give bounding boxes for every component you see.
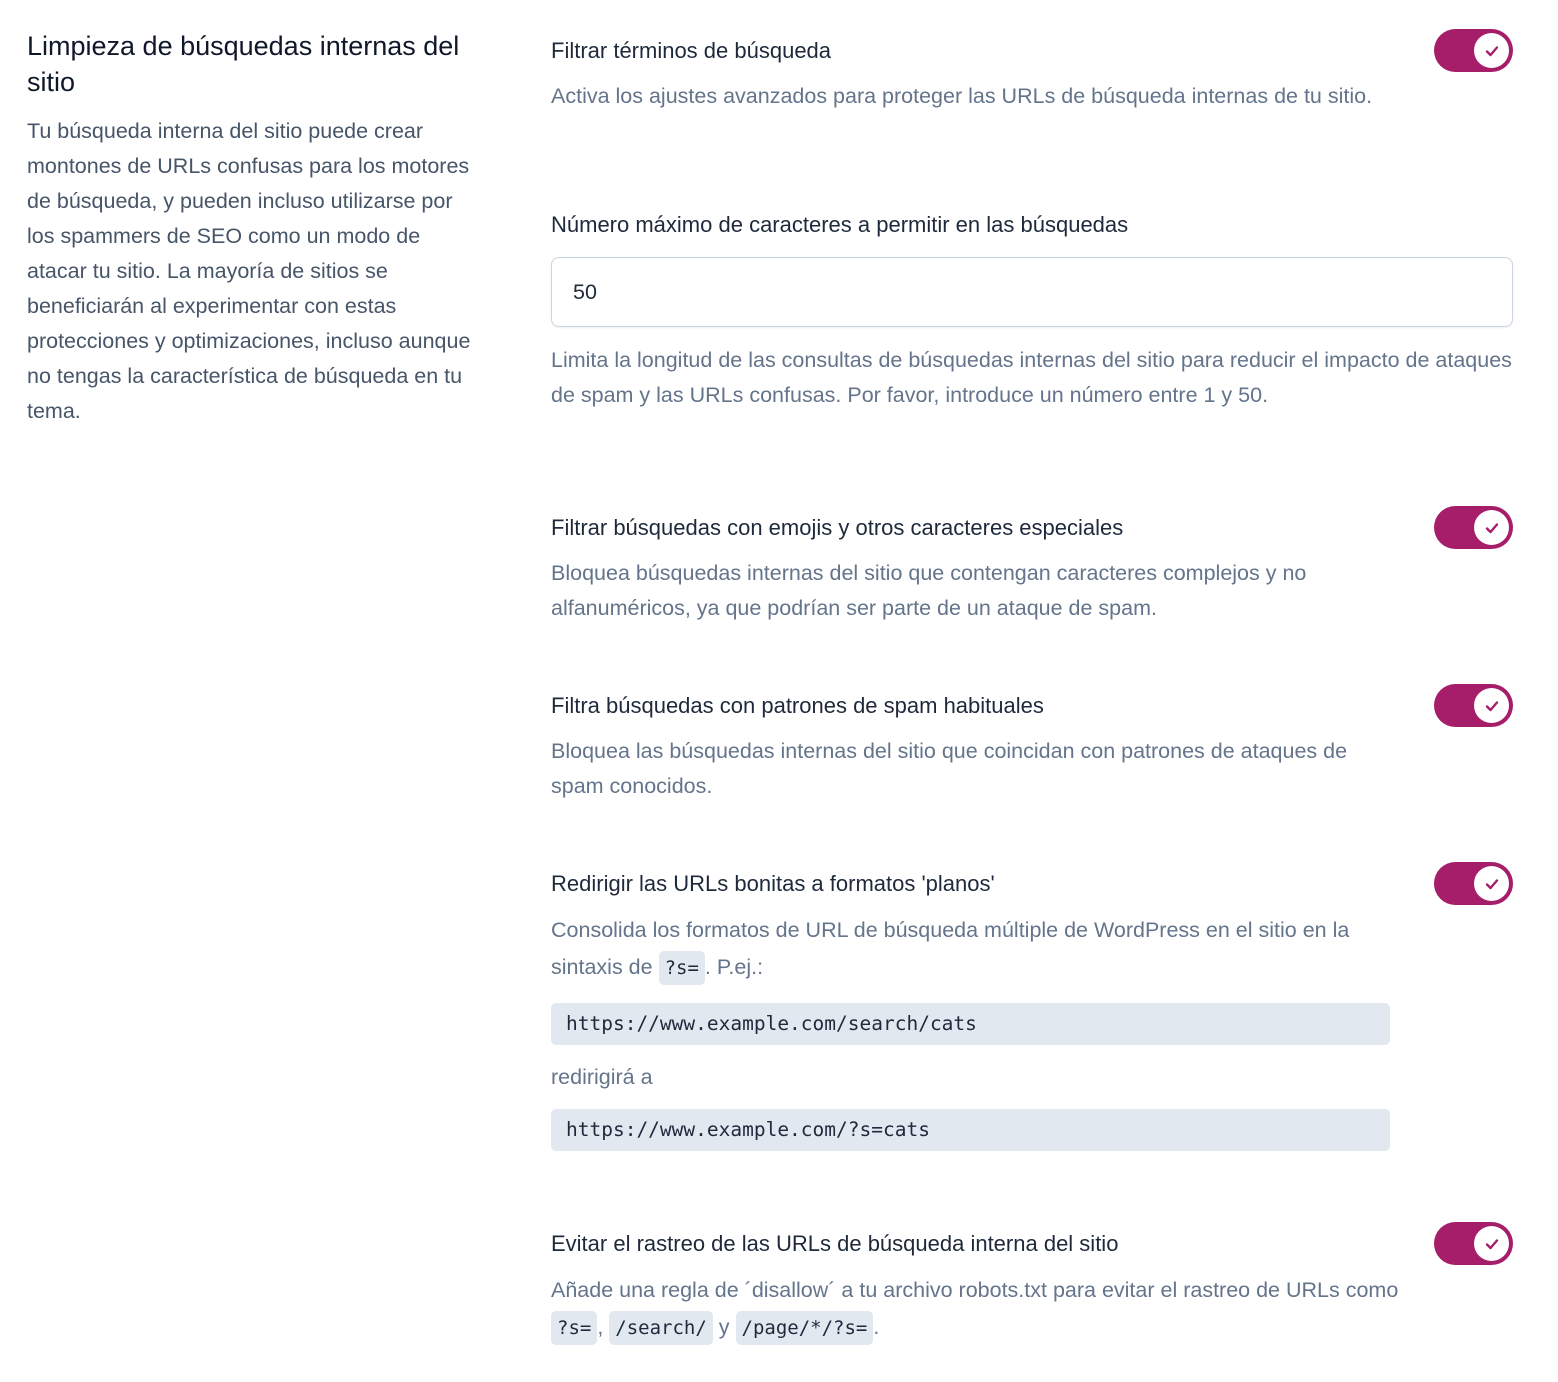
setting-title: Redirigir las URLs bonitas a formatos 'planos' — [551, 871, 995, 896]
inline-code: /page/*/?s= — [736, 1311, 874, 1345]
toggle-knob — [1474, 33, 1509, 68]
setting-title: Filtrar términos de búsqueda — [551, 38, 832, 63]
description-text: . P.ej.: — [704, 955, 764, 979]
setting-description: Bloquea las búsquedas internas del sitio que coincidan con patrones de ataques de spam conocidos. — [551, 739, 1348, 798]
setting-description: Activa los ajustes avanzados para proteger las URLs de búsqueda internas de tu sitio. — [551, 84, 1373, 108]
description-text: Añade una regla de ´disallow´ a tu archivo robots.txt para evitar el rastreo de URLs como — [551, 1278, 1399, 1302]
separator: . — [873, 1315, 880, 1339]
check-icon — [1484, 876, 1500, 892]
filter-terms-toggle[interactable] — [1434, 29, 1513, 72]
toggle-knob — [1474, 510, 1509, 545]
separator: , — [597, 1315, 604, 1339]
toggle-knob — [1474, 688, 1509, 723]
filter-emoji-toggle[interactable] — [1434, 506, 1513, 549]
section-title: Limpieza de búsquedas internas del sitio — [27, 31, 460, 97]
redirects-to-label: redirigirá a — [551, 1065, 653, 1089]
filter-spam-toggle[interactable] — [1434, 684, 1513, 727]
setting-title: Número máximo de caracteres a permitir en las búsquedas — [551, 212, 1129, 237]
toggle-knob — [1474, 1226, 1509, 1261]
check-icon — [1484, 1236, 1500, 1252]
setting-title: Filtrar búsquedas con emojis y otros caracteres especiales — [551, 515, 1124, 540]
check-icon — [1484, 43, 1500, 59]
description-text: Consolida los formatos de URL de búsqueda múltiple de WordPress en el sitio en la sintaxis de — [551, 918, 1350, 979]
inline-code: ?s= — [551, 1311, 597, 1345]
setting-description — [551, 912, 1371, 987]
check-icon — [1484, 698, 1500, 714]
section-intro — [27, 28, 472, 429]
toggle-knob — [1474, 866, 1509, 901]
section-description: Tu búsqueda interna del sitio puede crear montones de URLs confusas para los motores de búsqueda, y pueden incluso utilizarse por los spammers de SEO como un modo de atacar tu sitio. La mayoría de sitios se beneficiarán al experimentar con estas protecciones y optimizaciones, incluso aunque no tengas la característica de búsqueda en tu tema. — [27, 119, 471, 423]
block-crawl-toggle[interactable] — [1434, 1222, 1513, 1265]
setting-description — [551, 1272, 1401, 1347]
redirect-pretty-toggle[interactable] — [1434, 862, 1513, 905]
example-from-code: https://www.example.com/search/cats — [551, 1003, 1390, 1045]
setting-description: Bloquea búsquedas internas del sitio que contengan caracteres complejos y no alfanuméricos, ya que podrían ser parte de un ataque de spam. — [551, 561, 1307, 620]
max-chars-input[interactable] — [551, 257, 1513, 327]
separator: y — [718, 1315, 730, 1339]
inline-code: /search/ — [609, 1311, 713, 1345]
check-icon — [1484, 520, 1500, 536]
setting-title: Filtra búsquedas con patrones de spam habituales — [551, 693, 1044, 718]
example-to-code: https://www.example.com/?s=cats — [551, 1109, 1390, 1151]
setting-title: Evitar el rastreo de las URLs de búsqueda interna del sitio — [551, 1231, 1119, 1256]
setting-description: Limita la longitud de las consultas de búsquedas internas del sitio para reducir el impacto de ataques de spam y las URLs confusas. Por favor, introduce un número entre 1 y 50. — [551, 348, 1512, 407]
inline-code: ?s= — [659, 951, 705, 985]
